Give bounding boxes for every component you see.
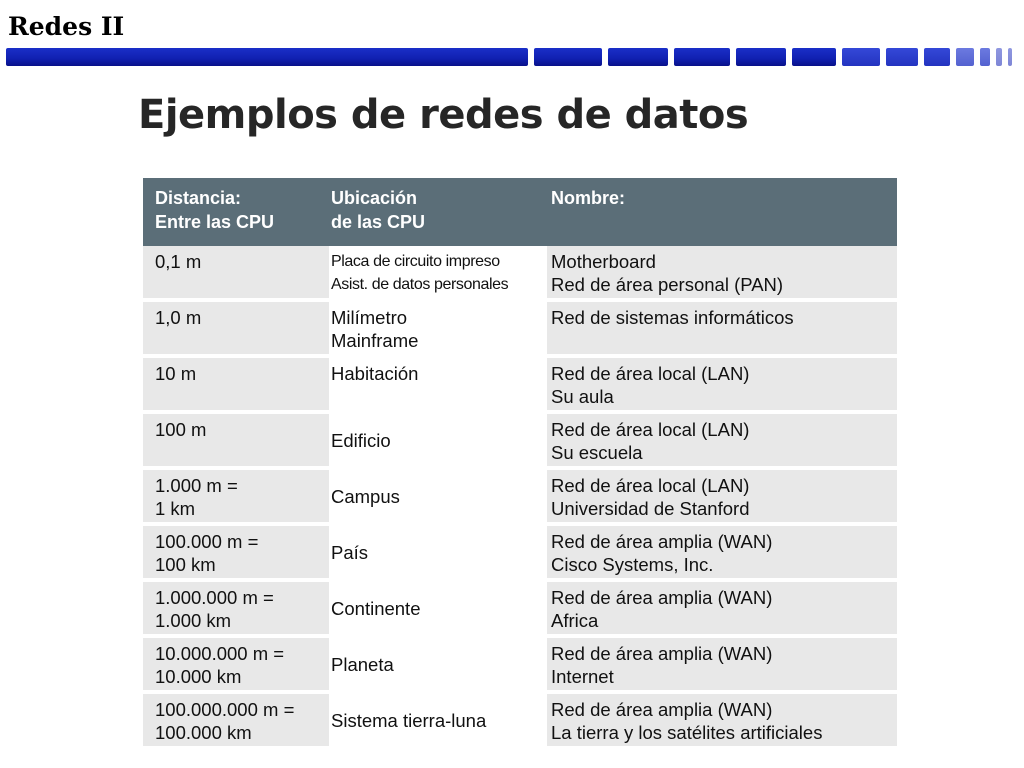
bar-segment	[6, 48, 528, 66]
table-row	[143, 356, 897, 412]
location-cell: Habitación	[329, 356, 547, 412]
bar-segment	[534, 48, 602, 66]
table-row	[143, 412, 897, 468]
location-cell: País	[329, 524, 547, 580]
bar-segment	[792, 48, 836, 66]
bar-segment	[842, 48, 880, 66]
network-name-cell: Red de sistemas informáticos	[547, 300, 897, 356]
bar-segment	[924, 48, 950, 66]
distance-cell: 100.000 m = 100 km	[143, 524, 329, 580]
table-row	[143, 468, 897, 524]
bar-segment	[1008, 48, 1012, 66]
table-row	[143, 580, 897, 636]
decorative-bar-strip	[6, 48, 1018, 66]
distance-cell: 1,0 m	[143, 300, 329, 356]
bar-segment	[996, 48, 1002, 66]
course-title: Redes II	[8, 12, 125, 41]
distance-cell: 10.000.000 m = 10.000 km	[143, 636, 329, 692]
location-cell: Campus	[329, 468, 547, 524]
network-name-cell: Red de área local (LAN) Su escuela	[547, 412, 897, 468]
location-cell: Milímetro Mainframe	[329, 300, 547, 356]
distance-cell: 10 m	[143, 356, 329, 412]
table-row	[143, 636, 897, 692]
location-cell: Sistema tierra-luna	[329, 692, 547, 746]
distance-cell: 0,1 m	[143, 246, 329, 300]
header-name: Nombre:	[547, 178, 897, 246]
bar-segment	[608, 48, 668, 66]
bar-segment	[674, 48, 730, 66]
distance-cell: 1.000.000 m = 1.000 km	[143, 580, 329, 636]
network-name-cell: Red de área amplia (WAN) Cisco Systems, Inc.	[547, 524, 897, 580]
distance-cell: 100.000.000 m = 100.000 km	[143, 692, 329, 746]
table-row	[143, 300, 897, 356]
bar-segment	[956, 48, 974, 66]
table-row	[143, 692, 897, 746]
bar-segment	[886, 48, 918, 66]
table-row	[143, 246, 897, 300]
location-cell: Continente	[329, 580, 547, 636]
distance-cell: 100 m	[143, 412, 329, 468]
network-name-cell: Red de área local (LAN) Universidad de Stanford	[547, 468, 897, 524]
header-distance: Distancia: Entre las CPU	[143, 178, 329, 246]
network-name-cell: Red de área amplia (WAN) Internet	[547, 636, 897, 692]
bar-segment	[980, 48, 990, 66]
location-cell: Edificio	[329, 412, 547, 468]
bar-segment	[736, 48, 786, 66]
table-header-row	[143, 178, 897, 246]
network-examples-table	[143, 178, 897, 746]
network-name-cell: Red de área amplia (WAN) Africa	[547, 580, 897, 636]
location-cell: Placa de circuito impreso Asist. de datos personales	[329, 246, 547, 300]
table-row	[143, 524, 897, 580]
slide-title: Ejemplos de redes de datos	[138, 92, 749, 138]
distance-cell: 1.000 m = 1 km	[143, 468, 329, 524]
network-name-cell: Red de área local (LAN) Su aula	[547, 356, 897, 412]
header-location: Ubicación de las CPU	[329, 178, 547, 246]
network-name-cell: Red de área amplia (WAN) La tierra y los satélites artificiales	[547, 692, 897, 746]
location-cell: Planeta	[329, 636, 547, 692]
network-name-cell: Motherboard Red de área personal (PAN)	[547, 246, 897, 300]
